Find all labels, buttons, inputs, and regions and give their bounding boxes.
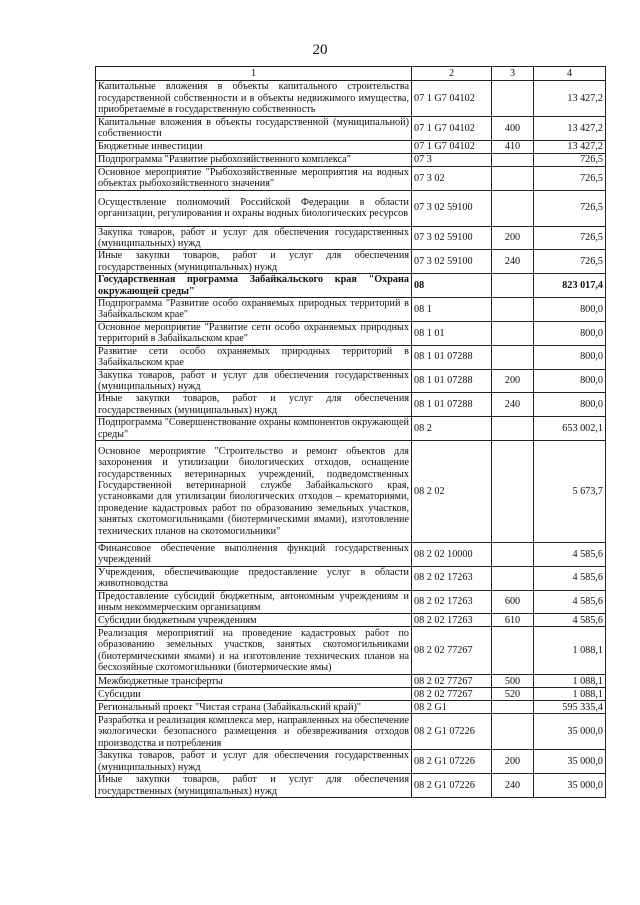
row-name: Основное мероприятие "Рыбохозяйственные мероприятия на водных объектах рыбохозяйственного значения" xyxy=(96,166,412,190)
row-kvr: 200 xyxy=(492,226,534,250)
row-name: Подпрограмма "Совершенствование охраны компонентов окружающей среды" xyxy=(96,417,412,441)
table-row xyxy=(96,440,606,542)
row-code: 08 xyxy=(412,274,492,298)
table-body xyxy=(96,81,606,798)
row-code: 08 1 xyxy=(412,298,492,322)
row-kvr xyxy=(492,417,534,441)
row-sum: 13 427,2 xyxy=(534,117,606,141)
row-sum: 800,0 xyxy=(534,369,606,393)
row-name: Иные закупки товаров, работ и услуг для обеспечения государственных (муниципальных) нужд xyxy=(96,393,412,417)
table-row xyxy=(96,298,606,322)
row-name: Закупка товаров, работ и услуг для обеспечения государственных (муниципальных) нужд xyxy=(96,750,412,774)
table-row xyxy=(96,750,606,774)
page-number: 20 xyxy=(312,42,328,58)
table-row xyxy=(96,81,606,117)
row-sum: 726,5 xyxy=(534,190,606,226)
row-sum: 4 585,6 xyxy=(534,614,606,627)
header-col-2: 2 xyxy=(412,67,492,81)
row-sum: 35 000,0 xyxy=(534,750,606,774)
row-kvr xyxy=(492,81,534,117)
table-row xyxy=(96,140,606,153)
row-code: 07 3 02 59100 xyxy=(412,250,492,274)
row-code: 08 2 02 77267 xyxy=(412,627,492,675)
row-code: 08 2 G1 07226 xyxy=(412,750,492,774)
table-row xyxy=(96,701,606,714)
row-code: 08 2 02 77267 xyxy=(412,675,492,688)
table-row xyxy=(96,345,606,369)
row-name: Реализация мероприятий на проведение кадастровых работ по образованию земельных участков, занятых скотомогильниками (биотермическими ямами) и на изготовление технических планов на бесхозяйные скотомогильники (биотермические ямы) xyxy=(96,627,412,675)
table-row xyxy=(96,627,606,675)
row-name: Региональный проект "Чистая страна (Забайкальский край)" xyxy=(96,701,412,714)
row-kvr xyxy=(492,701,534,714)
row-code: 08 1 01 07288 xyxy=(412,345,492,369)
row-sum: 800,0 xyxy=(534,321,606,345)
table-row xyxy=(96,774,606,798)
row-code: 08 1 01 07288 xyxy=(412,393,492,417)
row-kvr: 500 xyxy=(492,675,534,688)
row-sum: 800,0 xyxy=(534,345,606,369)
row-sum: 4 585,6 xyxy=(534,590,606,614)
row-kvr xyxy=(492,298,534,322)
row-code: 07 3 02 xyxy=(412,166,492,190)
row-name: Межбюджетные трансферты xyxy=(96,675,412,688)
table-row xyxy=(96,675,606,688)
row-kvr xyxy=(492,274,534,298)
row-kvr: 200 xyxy=(492,369,534,393)
table-row xyxy=(96,274,606,298)
row-sum: 1 088,1 xyxy=(534,675,606,688)
table-row xyxy=(96,190,606,226)
table-row xyxy=(96,714,606,750)
table-row xyxy=(96,614,606,627)
row-sum: 1 088,1 xyxy=(534,627,606,675)
row-kvr xyxy=(492,345,534,369)
table-row xyxy=(96,688,606,701)
row-kvr xyxy=(492,440,534,542)
row-name: Бюджетные инвестиции xyxy=(96,140,412,153)
budget-table xyxy=(95,66,606,798)
row-sum: 800,0 xyxy=(534,393,606,417)
row-sum: 35 000,0 xyxy=(534,714,606,750)
row-code: 07 1 G7 04102 xyxy=(412,140,492,153)
row-code: 08 2 02 17263 xyxy=(412,614,492,627)
row-sum: 726,5 xyxy=(534,226,606,250)
row-name: Капитальные вложения в объекты капитального строительства государственной собственности и в объекты недвижимого имущества, приобретаемые в государственную собственность xyxy=(96,81,412,117)
row-kvr xyxy=(492,321,534,345)
row-kvr xyxy=(492,566,534,590)
row-code: 07 1 G7 04102 xyxy=(412,117,492,141)
row-sum: 35 000,0 xyxy=(534,774,606,798)
table-row xyxy=(96,542,606,566)
row-sum: 800,0 xyxy=(534,298,606,322)
row-name: Субсидии xyxy=(96,688,412,701)
row-code: 08 2 G1 07226 xyxy=(412,774,492,798)
row-name: Капитальные вложения в объекты государственной (муниципальной) собственности xyxy=(96,117,412,141)
header-col-4: 4 xyxy=(534,67,606,81)
row-kvr xyxy=(492,166,534,190)
table-row xyxy=(96,566,606,590)
table-row xyxy=(96,417,606,441)
row-sum: 726,5 xyxy=(534,166,606,190)
table-row xyxy=(96,250,606,274)
header-col-1: 1 xyxy=(96,67,412,81)
row-sum: 4 585,6 xyxy=(534,542,606,566)
table-row xyxy=(96,153,606,166)
row-code: 07 1 G7 04102 xyxy=(412,81,492,117)
row-sum: 653 002,1 xyxy=(534,417,606,441)
row-kvr xyxy=(492,542,534,566)
row-name: Иные закупки товаров, работ и услуг для обеспечения государственных (муниципальных) нужд xyxy=(96,250,412,274)
row-kvr: 410 xyxy=(492,140,534,153)
row-code: 08 2 G1 xyxy=(412,701,492,714)
row-name: Основное мероприятие "Строительство и ремонт объектов для захоронения и утилизации биологических отходов, оснащение государственных ветеринарных учреждений, подведомственных Государственной ветеринарной службе Забайкальского края, установками для утилизации биологических отходов – крематориями, проведение кадастровых работ по образованию земельных участков, занятых скотомогильниками (биотермическими ямами), изготовление технических планов на скотомогильники" xyxy=(96,440,412,542)
table-row xyxy=(96,590,606,614)
row-name: Разработка и реализация комплекса мер, направленных на обеспечение экологически безопасного размещения и обезвреживания отходов производства и потребления xyxy=(96,714,412,750)
row-code: 08 1 01 07288 xyxy=(412,369,492,393)
table-row xyxy=(96,393,606,417)
row-code: 08 2 02 17263 xyxy=(412,566,492,590)
table-row xyxy=(96,226,606,250)
row-code: 07 3 xyxy=(412,153,492,166)
row-code: 08 2 02 17263 xyxy=(412,590,492,614)
row-kvr: 240 xyxy=(492,250,534,274)
row-name: Основное мероприятие "Развитие сети особо охраняемых природных территорий в Забайкальском крае" xyxy=(96,321,412,345)
row-kvr: 200 xyxy=(492,750,534,774)
row-sum: 5 673,7 xyxy=(534,440,606,542)
row-name: Государственная программа Забайкальского края "Охрана окружающей среды" xyxy=(96,274,412,298)
row-kvr xyxy=(492,153,534,166)
row-code: 07 3 02 59100 xyxy=(412,190,492,226)
row-sum: 595 335,4 xyxy=(534,701,606,714)
row-kvr xyxy=(492,190,534,226)
row-name: Финансовое обеспечение выполнения функций государственных учреждений xyxy=(96,542,412,566)
header-col-3: 3 xyxy=(492,67,534,81)
table-row xyxy=(96,166,606,190)
row-name: Подпрограмма "Развитие рыбохозяйственного комплекса" xyxy=(96,153,412,166)
row-name: Закупка товаров, работ и услуг для обеспечения государственных (муниципальных) нужд xyxy=(96,369,412,393)
row-kvr xyxy=(492,714,534,750)
row-kvr: 240 xyxy=(492,393,534,417)
row-kvr xyxy=(492,627,534,675)
row-sum: 13 427,2 xyxy=(534,81,606,117)
table-row xyxy=(96,321,606,345)
row-code: 08 2 xyxy=(412,417,492,441)
row-code: 08 2 02 77267 xyxy=(412,688,492,701)
row-sum: 823 017,4 xyxy=(534,274,606,298)
row-name: Учреждения, обеспечивающие предоставление услуг в области животноводства xyxy=(96,566,412,590)
row-sum: 4 585,6 xyxy=(534,566,606,590)
row-name: Иные закупки товаров, работ и услуг для обеспечения государственных (муниципальных) нужд xyxy=(96,774,412,798)
row-sum: 726,5 xyxy=(534,153,606,166)
row-name: Осуществление полномочий Российской Федерации в области организации, регулирования и охраны водных биологических ресурсов xyxy=(96,190,412,226)
row-kvr: 240 xyxy=(492,774,534,798)
row-code: 08 1 01 xyxy=(412,321,492,345)
table-header-row xyxy=(96,67,606,81)
row-name: Подпрограмма "Развитие особо охраняемых природных территорий в Забайкальском крае" xyxy=(96,298,412,322)
row-sum: 13 427,2 xyxy=(534,140,606,153)
row-name: Закупка товаров, работ и услуг для обеспечения государственных (муниципальных) нужд xyxy=(96,226,412,250)
table-row xyxy=(96,117,606,141)
row-name: Развитие сети особо охраняемых природных территорий в Забайкальском крае xyxy=(96,345,412,369)
row-sum: 726,5 xyxy=(534,250,606,274)
row-code: 08 2 G1 07226 xyxy=(412,714,492,750)
table-row xyxy=(96,369,606,393)
row-name: Субсидии бюджетным учреждениям xyxy=(96,614,412,627)
row-code: 08 2 02 10000 xyxy=(412,542,492,566)
row-name: Предоставление субсидий бюджетным, автономным учреждениям и иным некоммерческим организациям xyxy=(96,590,412,614)
row-kvr: 520 xyxy=(492,688,534,701)
row-kvr: 600 xyxy=(492,590,534,614)
row-sum: 1 088,1 xyxy=(534,688,606,701)
row-code: 07 3 02 59100 xyxy=(412,226,492,250)
row-kvr: 610 xyxy=(492,614,534,627)
row-kvr: 400 xyxy=(492,117,534,141)
row-code: 08 2 02 xyxy=(412,440,492,542)
